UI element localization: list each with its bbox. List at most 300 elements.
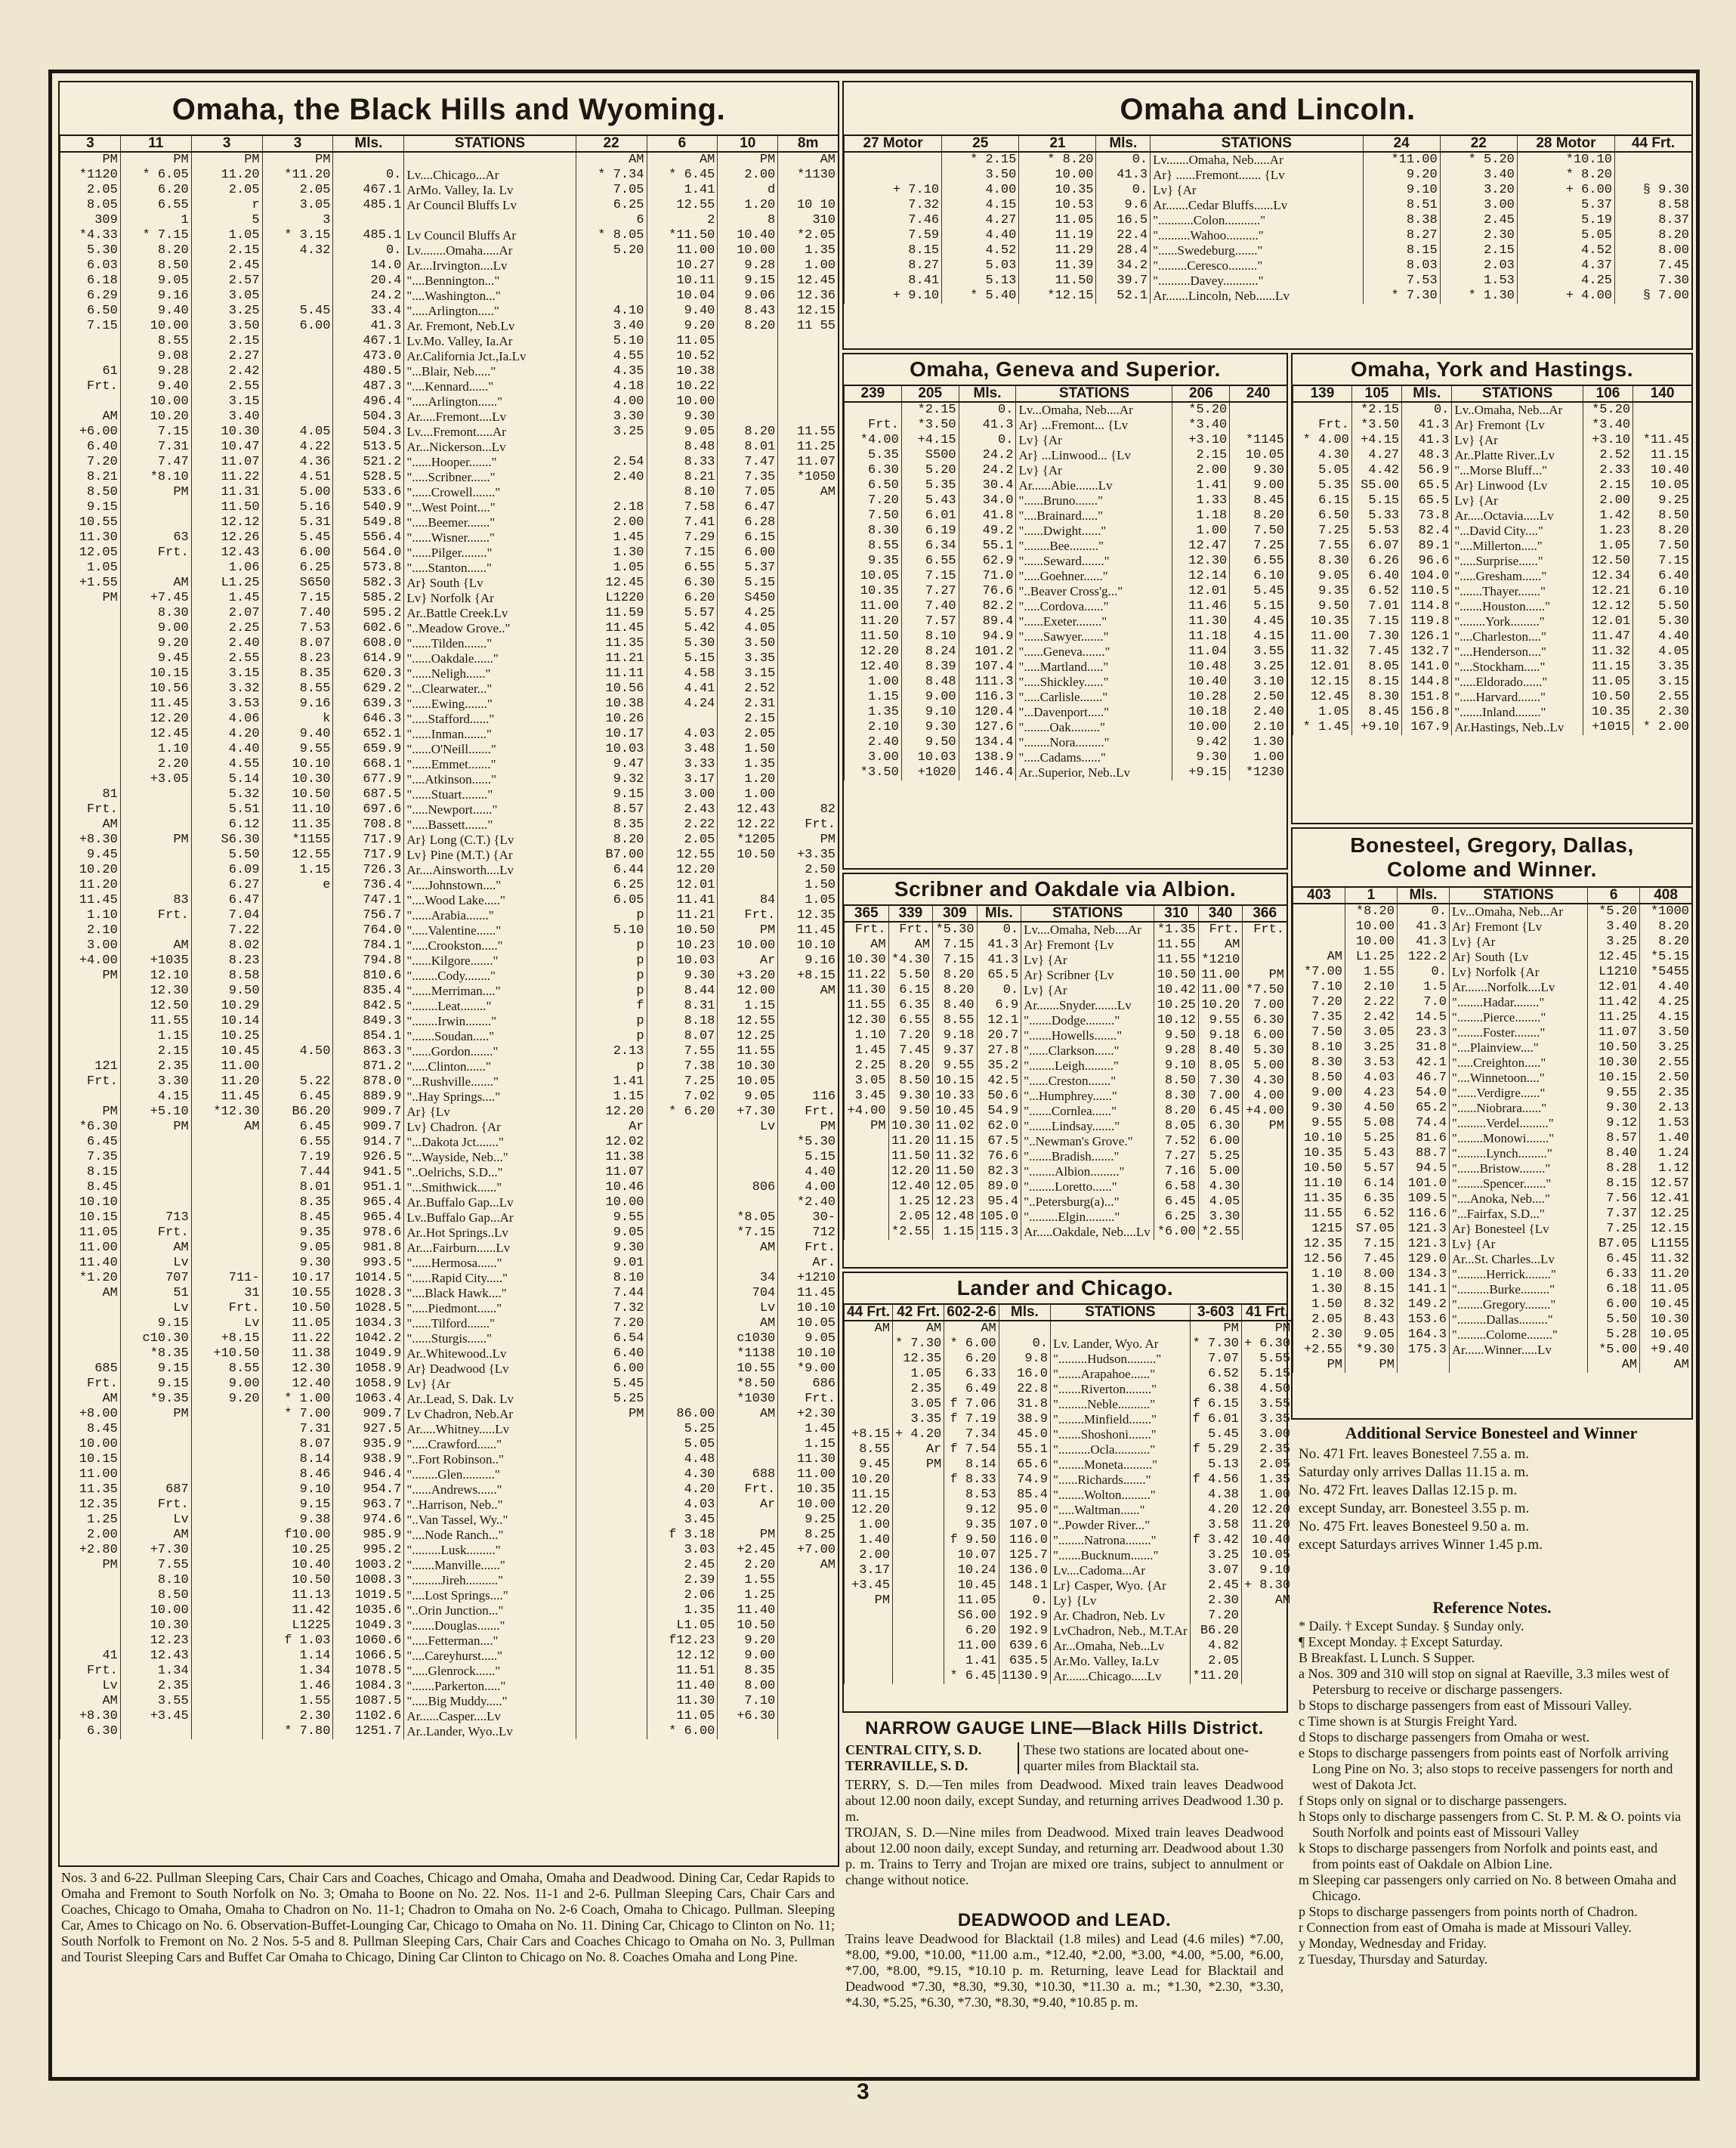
time-cell: 9.12: [944, 1503, 999, 1518]
panel-title: Omaha and Lincoln.: [844, 82, 1691, 136]
time-cell: 8.38: [1363, 213, 1440, 228]
station-cell: "......Exeter........": [1016, 614, 1172, 629]
time-cell: 11.40: [647, 1679, 718, 1694]
time-cell: Lv: [718, 1301, 778, 1316]
time-cell: 849.3: [333, 1014, 404, 1029]
time-cell: 5.22: [262, 1074, 333, 1089]
time-cell: 7.56: [1588, 1191, 1640, 1207]
time-cell: 10.12: [1154, 1013, 1199, 1028]
time-cell: [1230, 402, 1287, 418]
time-cell: *1000: [1640, 904, 1691, 919]
time-cell: [778, 999, 838, 1014]
time-cell: 7.15: [1345, 1237, 1397, 1252]
time-cell: AM: [60, 817, 121, 833]
station-cell: Ar.California Jct.,Ia.Lv: [404, 349, 576, 364]
reference-note: e Stops to discharge passengers from points east of Norfolk arriving Long Pine on No. 3; also stops to receive passengers for north and west of Dakota Jct.: [1299, 1745, 1673, 1792]
station-cell: "........Pierce........": [1449, 1010, 1587, 1025]
time-cell: 6.20: [944, 1352, 999, 1367]
time-cell: 2.05: [647, 833, 718, 848]
column-header: 21: [1019, 136, 1096, 152]
time-cell: 10.52: [647, 349, 718, 364]
time-cell: [262, 984, 333, 999]
time-cell: 3.40: [191, 410, 262, 425]
time-cell: 96.6: [1402, 554, 1452, 569]
time-cell: 3.50: [191, 319, 262, 334]
time-cell: +3.10: [1172, 433, 1230, 448]
time-cell: L1.05: [647, 1618, 718, 1633]
time-cell: 7.57: [901, 614, 959, 629]
time-cell: [1241, 1609, 1293, 1624]
time-cell: 8.45: [1230, 493, 1287, 508]
table-row: [845, 478, 1287, 493]
table-row: [60, 1558, 839, 1573]
time-cell: 1008.3: [333, 1573, 404, 1588]
time-cell: 4.20: [191, 727, 262, 742]
time-cell: 7.52: [1154, 1134, 1199, 1149]
time-cell: 7.25: [1588, 1222, 1640, 1237]
time-cell: 4.40: [778, 1165, 838, 1180]
time-cell: 10.15: [1588, 1071, 1640, 1086]
time-cell: 11.55: [1154, 938, 1199, 953]
time-cell: 11.55: [718, 1044, 778, 1059]
time-cell: *5.15: [1640, 950, 1691, 965]
time-cell: 7.30: [1351, 629, 1401, 644]
time-cell: *11.20: [1190, 1669, 1241, 1684]
time-cell: 10.25: [262, 1543, 333, 1558]
time-cell: 9.00: [120, 621, 191, 636]
time-cell: *1138: [718, 1346, 778, 1361]
time-cell: 10.55: [262, 1286, 333, 1301]
time-cell: 3.25: [1588, 935, 1640, 950]
table-row: [60, 848, 839, 863]
station-cell: Ar} Fremont {Lv: [1449, 919, 1587, 935]
time-cell: [576, 1603, 647, 1618]
table-row: [60, 455, 839, 470]
time-cell: 11.00: [1293, 629, 1352, 644]
time-cell: [120, 515, 191, 530]
station-cell: "..Meadow Grove..": [404, 621, 576, 636]
time-cell: 41.3: [1402, 433, 1452, 448]
time-cell: 11.05: [1583, 675, 1633, 690]
time-cell: PM: [1243, 968, 1287, 983]
time-cell: 9.30: [1172, 750, 1230, 765]
station-cell: "........Irwin........": [404, 1014, 576, 1029]
time-cell: [893, 1624, 944, 1639]
time-cell: 8.57: [576, 802, 647, 817]
time-cell: 10.53: [1019, 198, 1096, 213]
timetable-page: [48, 70, 1700, 2081]
time-cell: 11.51: [647, 1664, 718, 1679]
time-cell: 12.25: [718, 1029, 778, 1044]
time-cell: 10.45: [933, 1104, 978, 1119]
time-cell: 7.53: [262, 621, 333, 636]
time-cell: 7.50: [1293, 1025, 1345, 1040]
time-cell: 5.50: [1588, 1312, 1640, 1327]
station-cell: Ar. Fremont, Neb.Lv: [404, 319, 576, 334]
time-cell: 11.46: [1172, 599, 1230, 614]
time-cell: 129.0: [1397, 1252, 1449, 1267]
time-cell: [893, 1669, 944, 1684]
time-cell: 6.45: [262, 1089, 333, 1105]
time-cell: 11.40: [718, 1603, 778, 1618]
time-cell: 9.40: [120, 304, 191, 319]
timetable-black-hills: [60, 136, 838, 1739]
time-cell: [191, 1407, 262, 1422]
station-cell: ".....Piedmont......": [404, 1301, 576, 1316]
time-cell: 9.05: [120, 274, 191, 289]
time-cell: [191, 1513, 262, 1528]
station-cell: ".........Lynch.........": [1449, 1146, 1587, 1161]
time-cell: 4.48: [647, 1452, 718, 1467]
time-cell: 1.30: [1293, 1282, 1345, 1297]
station-cell: Ar.......Snyder.......Lv: [1021, 998, 1154, 1013]
time-cell: 1.05: [1583, 539, 1633, 554]
time-cell: 8.00: [1614, 243, 1691, 258]
panel-bonesteel-winner: [1291, 827, 1693, 1420]
time-cell: [845, 1149, 889, 1164]
time-cell: *3.50: [845, 765, 902, 780]
station-cell: LvChadron, Neb., M.T.Ar: [1050, 1624, 1190, 1639]
time-cell: 6.45: [1588, 1252, 1640, 1267]
time-cell: [778, 757, 838, 772]
time-cell: 4.00: [942, 183, 1019, 198]
time-cell: 8.35: [576, 817, 647, 833]
table-row: [1293, 644, 1692, 660]
time-cell: 116.0: [999, 1533, 1050, 1548]
station-cell: Ar..Battle Creek.Lv: [404, 606, 576, 621]
time-cell: 5.13: [1190, 1457, 1241, 1473]
time-cell: +3.05: [120, 772, 191, 787]
time-cell: 1058.9: [333, 1377, 404, 1392]
time-cell: 11.10: [262, 802, 333, 817]
time-cell: 8.35: [262, 1195, 333, 1210]
time-cell: [262, 953, 333, 969]
time-cell: 1028.3: [333, 1286, 404, 1301]
column-header: 240: [1230, 386, 1287, 402]
time-cell: [191, 1679, 262, 1694]
time-cell: 7.50: [1633, 539, 1691, 554]
time-cell: 5.31: [262, 515, 333, 530]
time-cell: * 2.00: [1633, 720, 1691, 735]
time-cell: 11.21: [576, 651, 647, 666]
time-cell: c1030: [718, 1331, 778, 1346]
time-cell: 7.35: [60, 1150, 121, 1165]
table-row: [845, 1654, 1293, 1669]
time-cell: 639.6: [999, 1639, 1050, 1654]
time-cell: 9.37: [933, 1043, 978, 1059]
time-cell: Ar: [893, 1442, 944, 1457]
table-row: [1293, 980, 1692, 995]
time-cell: 4.35: [576, 364, 647, 379]
reference-note: f Stops only on signal or to discharge passengers.: [1299, 1793, 1568, 1808]
time-cell: 3.05: [262, 198, 333, 213]
time-cell: 5.10: [576, 923, 647, 938]
time-cell: 5.45: [262, 530, 333, 545]
time-cell: 9.00: [901, 690, 959, 705]
time-cell: 7.25: [1293, 524, 1352, 539]
time-cell: 136.0: [999, 1563, 1050, 1578]
time-cell: 10.40: [262, 1558, 333, 1573]
time-cell: 7.50: [845, 508, 902, 524]
time-cell: 7.35: [718, 470, 778, 485]
time-cell: [778, 1074, 838, 1089]
time-cell: 10.00: [718, 938, 778, 953]
time-cell: 4.40: [191, 742, 262, 757]
time-cell: 121.3: [1397, 1222, 1449, 1237]
time-cell: [647, 1361, 718, 1377]
time-cell: 9.15: [576, 787, 647, 802]
time-cell: 11.30: [647, 1694, 718, 1709]
time-cell: 1014.5: [333, 1271, 404, 1286]
time-cell: 1.30: [1230, 735, 1287, 750]
time-cell: 10.30: [845, 953, 889, 968]
time-cell: 549.8: [333, 515, 404, 530]
column-header: Mls.: [1402, 386, 1452, 402]
timetable-lincoln: [844, 136, 1691, 304]
time-cell: Frt.: [120, 908, 191, 923]
table-row: [60, 893, 839, 908]
time-cell: *2.15: [901, 402, 959, 418]
time-cell: 10.00: [1172, 720, 1230, 735]
station-cell: "......Inman.......": [404, 727, 576, 742]
time-cell: 9.10: [1363, 183, 1440, 198]
time-cell: [333, 213, 404, 228]
station-cell: ".......Parkerton.....": [404, 1679, 576, 1694]
time-cell: 8: [718, 213, 778, 228]
station-cell: "..........Wahoo..........": [1151, 228, 1363, 243]
time-cell: Lv: [120, 1256, 191, 1271]
time-cell: [845, 402, 902, 418]
time-cell: 2.45: [1440, 213, 1517, 228]
time-cell: *2.55: [1198, 1225, 1243, 1240]
column-header: 205: [901, 386, 959, 402]
time-cell: [778, 1709, 838, 1724]
time-cell: [191, 1543, 262, 1558]
time-cell: 11.00: [191, 1059, 262, 1074]
time-cell: AM: [718, 1241, 778, 1256]
station-cell: Ar....Fairburn......Lv: [404, 1241, 576, 1256]
table-row: [60, 787, 839, 802]
time-cell: 175.3: [1397, 1343, 1449, 1358]
time-cell: 7.15: [60, 319, 121, 334]
station-cell: "......Merriman....": [404, 984, 576, 999]
station-cell: "......Gordon.......": [404, 1044, 576, 1059]
time-cell: 8.50: [120, 1588, 191, 1603]
time-cell: 115.3: [977, 1225, 1021, 1240]
time-cell: 82.3: [977, 1164, 1021, 1179]
table-row: [1293, 402, 1692, 418]
table-row: [845, 938, 1287, 953]
time-cell: 5.10: [576, 334, 647, 349]
time-cell: 1078.5: [333, 1664, 404, 1679]
station-cell: "......Andrews......": [404, 1482, 576, 1497]
time-cell: 11.00: [60, 1241, 121, 1256]
time-cell: [576, 1543, 647, 1558]
time-cell: S650: [262, 576, 333, 591]
time-cell: 167.9: [1402, 720, 1452, 735]
time-cell: Frt.: [60, 379, 121, 394]
station-cell: "...Dakota Jct.......": [404, 1135, 576, 1150]
time-cell: 2.20: [718, 1558, 778, 1573]
time-cell: 1.50: [1293, 1297, 1345, 1312]
station-cell: Ar Council Bluffs Lv: [404, 198, 576, 213]
time-cell: [718, 410, 778, 425]
time-cell: 52.1: [1096, 289, 1151, 304]
table-row: [845, 524, 1287, 539]
time-cell: 10.00: [120, 1603, 191, 1618]
table-row: [60, 636, 839, 651]
time-cell: 6.15: [888, 983, 933, 998]
time-cell: 119.8: [1402, 614, 1452, 629]
time-cell: 4.05: [262, 425, 333, 440]
station-cell: Ar....Ainsworth....Lv: [404, 863, 576, 878]
station-cell: Ar.....Octavia.....Lv: [1452, 508, 1583, 524]
table-row: [60, 1059, 839, 1074]
time-cell: 11.00: [1198, 983, 1243, 998]
time-cell: 688: [718, 1467, 778, 1482]
time-cell: [120, 1135, 191, 1150]
timetable-lander: [844, 1305, 1293, 1684]
time-cell: 11.20: [60, 878, 121, 893]
time-cell: L1.25: [191, 576, 262, 591]
time-cell: B6.20: [1190, 1624, 1241, 1639]
station-cell: Ar.......Norfolk....Lv: [1449, 980, 1587, 995]
time-cell: 105.0: [977, 1210, 1021, 1225]
time-cell: [576, 1618, 647, 1633]
time-cell: L1225: [262, 1618, 333, 1633]
time-cell: 8.21: [647, 470, 718, 485]
time-cell: [120, 500, 191, 515]
time-cell: 4.55: [576, 349, 647, 364]
time-cell: 6.47: [718, 500, 778, 515]
time-cell: 8.45: [1351, 705, 1401, 720]
time-cell: 12.23: [933, 1195, 978, 1210]
station-cell: ".....Arlington......": [404, 394, 576, 410]
time-cell: 10.26: [576, 712, 647, 727]
time-cell: Ar: [718, 1497, 778, 1513]
time-cell: +8.30: [60, 833, 121, 848]
time-cell: 9.16: [120, 289, 191, 304]
time-cell: AM: [576, 152, 647, 168]
time-cell: 1: [120, 213, 191, 228]
time-cell: 1.05: [191, 228, 262, 243]
table-row: [1293, 935, 1692, 950]
station-cell: "......Niobrara......": [1449, 1101, 1587, 1116]
station-cell: ".....Johnstown....": [404, 878, 576, 893]
time-cell: 12.55: [262, 848, 333, 863]
panel-title: Omaha, York and Hastings.: [1293, 354, 1691, 386]
time-cell: 10.10: [778, 1301, 838, 1316]
station-cell: ".........Jireh..........": [404, 1573, 576, 1588]
table-row: [845, 168, 1692, 183]
time-cell: [778, 1724, 838, 1739]
time-cell: 9.30: [1230, 463, 1287, 478]
table-row: [845, 614, 1287, 629]
time-cell: PM: [60, 1105, 121, 1120]
time-cell: 1.42: [1583, 508, 1633, 524]
time-cell: f 7.19: [944, 1412, 999, 1427]
time-cell: [262, 1014, 333, 1029]
station-cell: Ar...Nickerson...Lv: [404, 440, 576, 455]
time-cell: Frt.: [888, 922, 933, 938]
table-row: [845, 1089, 1287, 1104]
time-cell: 2.13: [1640, 1101, 1691, 1116]
time-cell: 12.57: [1640, 1176, 1691, 1191]
time-cell: 12.26: [191, 530, 262, 545]
station-cell: Lv} {Ar: [1021, 983, 1154, 998]
time-cell: 1.05: [60, 561, 121, 576]
time-cell: 8.14: [262, 1452, 333, 1467]
time-cell: [718, 394, 778, 410]
time-cell: 6.19: [901, 524, 959, 539]
time-cell: *10.10: [1517, 152, 1614, 168]
time-cell: 7.31: [262, 1422, 333, 1437]
table-row: [845, 508, 1287, 524]
table-row: [60, 545, 839, 561]
table-row: [845, 243, 1692, 258]
time-cell: 11.29: [1019, 243, 1096, 258]
time-cell: [778, 334, 838, 349]
column-header: Mls.: [977, 906, 1021, 922]
station-cell: ".......Dodge.........": [1021, 1013, 1154, 1028]
time-cell: 10.10: [778, 1346, 838, 1361]
time-cell: *11.20: [262, 168, 333, 183]
time-cell: 9.05: [1345, 1327, 1397, 1343]
time-cell: 2.50: [1230, 690, 1287, 705]
time-cell: 3.07: [1190, 1563, 1241, 1578]
time-cell: 2.40: [191, 636, 262, 651]
time-cell: 652.1: [333, 727, 404, 742]
time-cell: 496.4: [333, 394, 404, 410]
station-cell: "........Foster........": [1449, 1025, 1587, 1040]
time-cell: 12.40: [888, 1179, 933, 1195]
time-cell: [60, 1633, 121, 1649]
station-cell: Lv} {Ar: [1452, 433, 1583, 448]
time-cell: 914.7: [333, 1135, 404, 1150]
time-cell: 504.3: [333, 410, 404, 425]
column-header: 6: [1588, 888, 1640, 904]
table-row: [1293, 1101, 1692, 1116]
table-row: [60, 440, 839, 455]
time-cell: 82.2: [959, 599, 1016, 614]
time-cell: 2.15: [1583, 478, 1633, 493]
time-cell: *7.00: [1293, 965, 1345, 980]
time-cell: [647, 712, 718, 727]
time-cell: Ar: [718, 953, 778, 969]
time-cell: 12.45: [120, 727, 191, 742]
time-cell: [60, 1573, 121, 1588]
station-cell: ".....Crookston.....": [404, 938, 576, 953]
time-cell: +8.15: [778, 969, 838, 984]
station-cell: ".......Bucknum.......": [1050, 1548, 1190, 1563]
time-cell: 646.3: [333, 712, 404, 727]
time-cell: 5.00: [1198, 1164, 1243, 1179]
station-cell: "......Emmet.......": [404, 757, 576, 772]
time-cell: 12.01: [1172, 584, 1230, 599]
time-cell: 4.40: [1633, 629, 1691, 644]
time-cell: * 5.20: [1440, 152, 1517, 168]
time-cell: 6.15: [1293, 493, 1352, 508]
time-cell: [576, 258, 647, 274]
time-cell: * 7.80: [262, 1724, 333, 1739]
time-cell: 9.15: [262, 1497, 333, 1513]
time-cell: Ar: [576, 1120, 647, 1135]
time-cell: 11.22: [191, 470, 262, 485]
time-cell: 712: [778, 1225, 838, 1241]
time-cell: 88.7: [1397, 1146, 1449, 1161]
time-cell: 2.40: [845, 735, 902, 750]
time-cell: 4.05: [1633, 644, 1691, 660]
